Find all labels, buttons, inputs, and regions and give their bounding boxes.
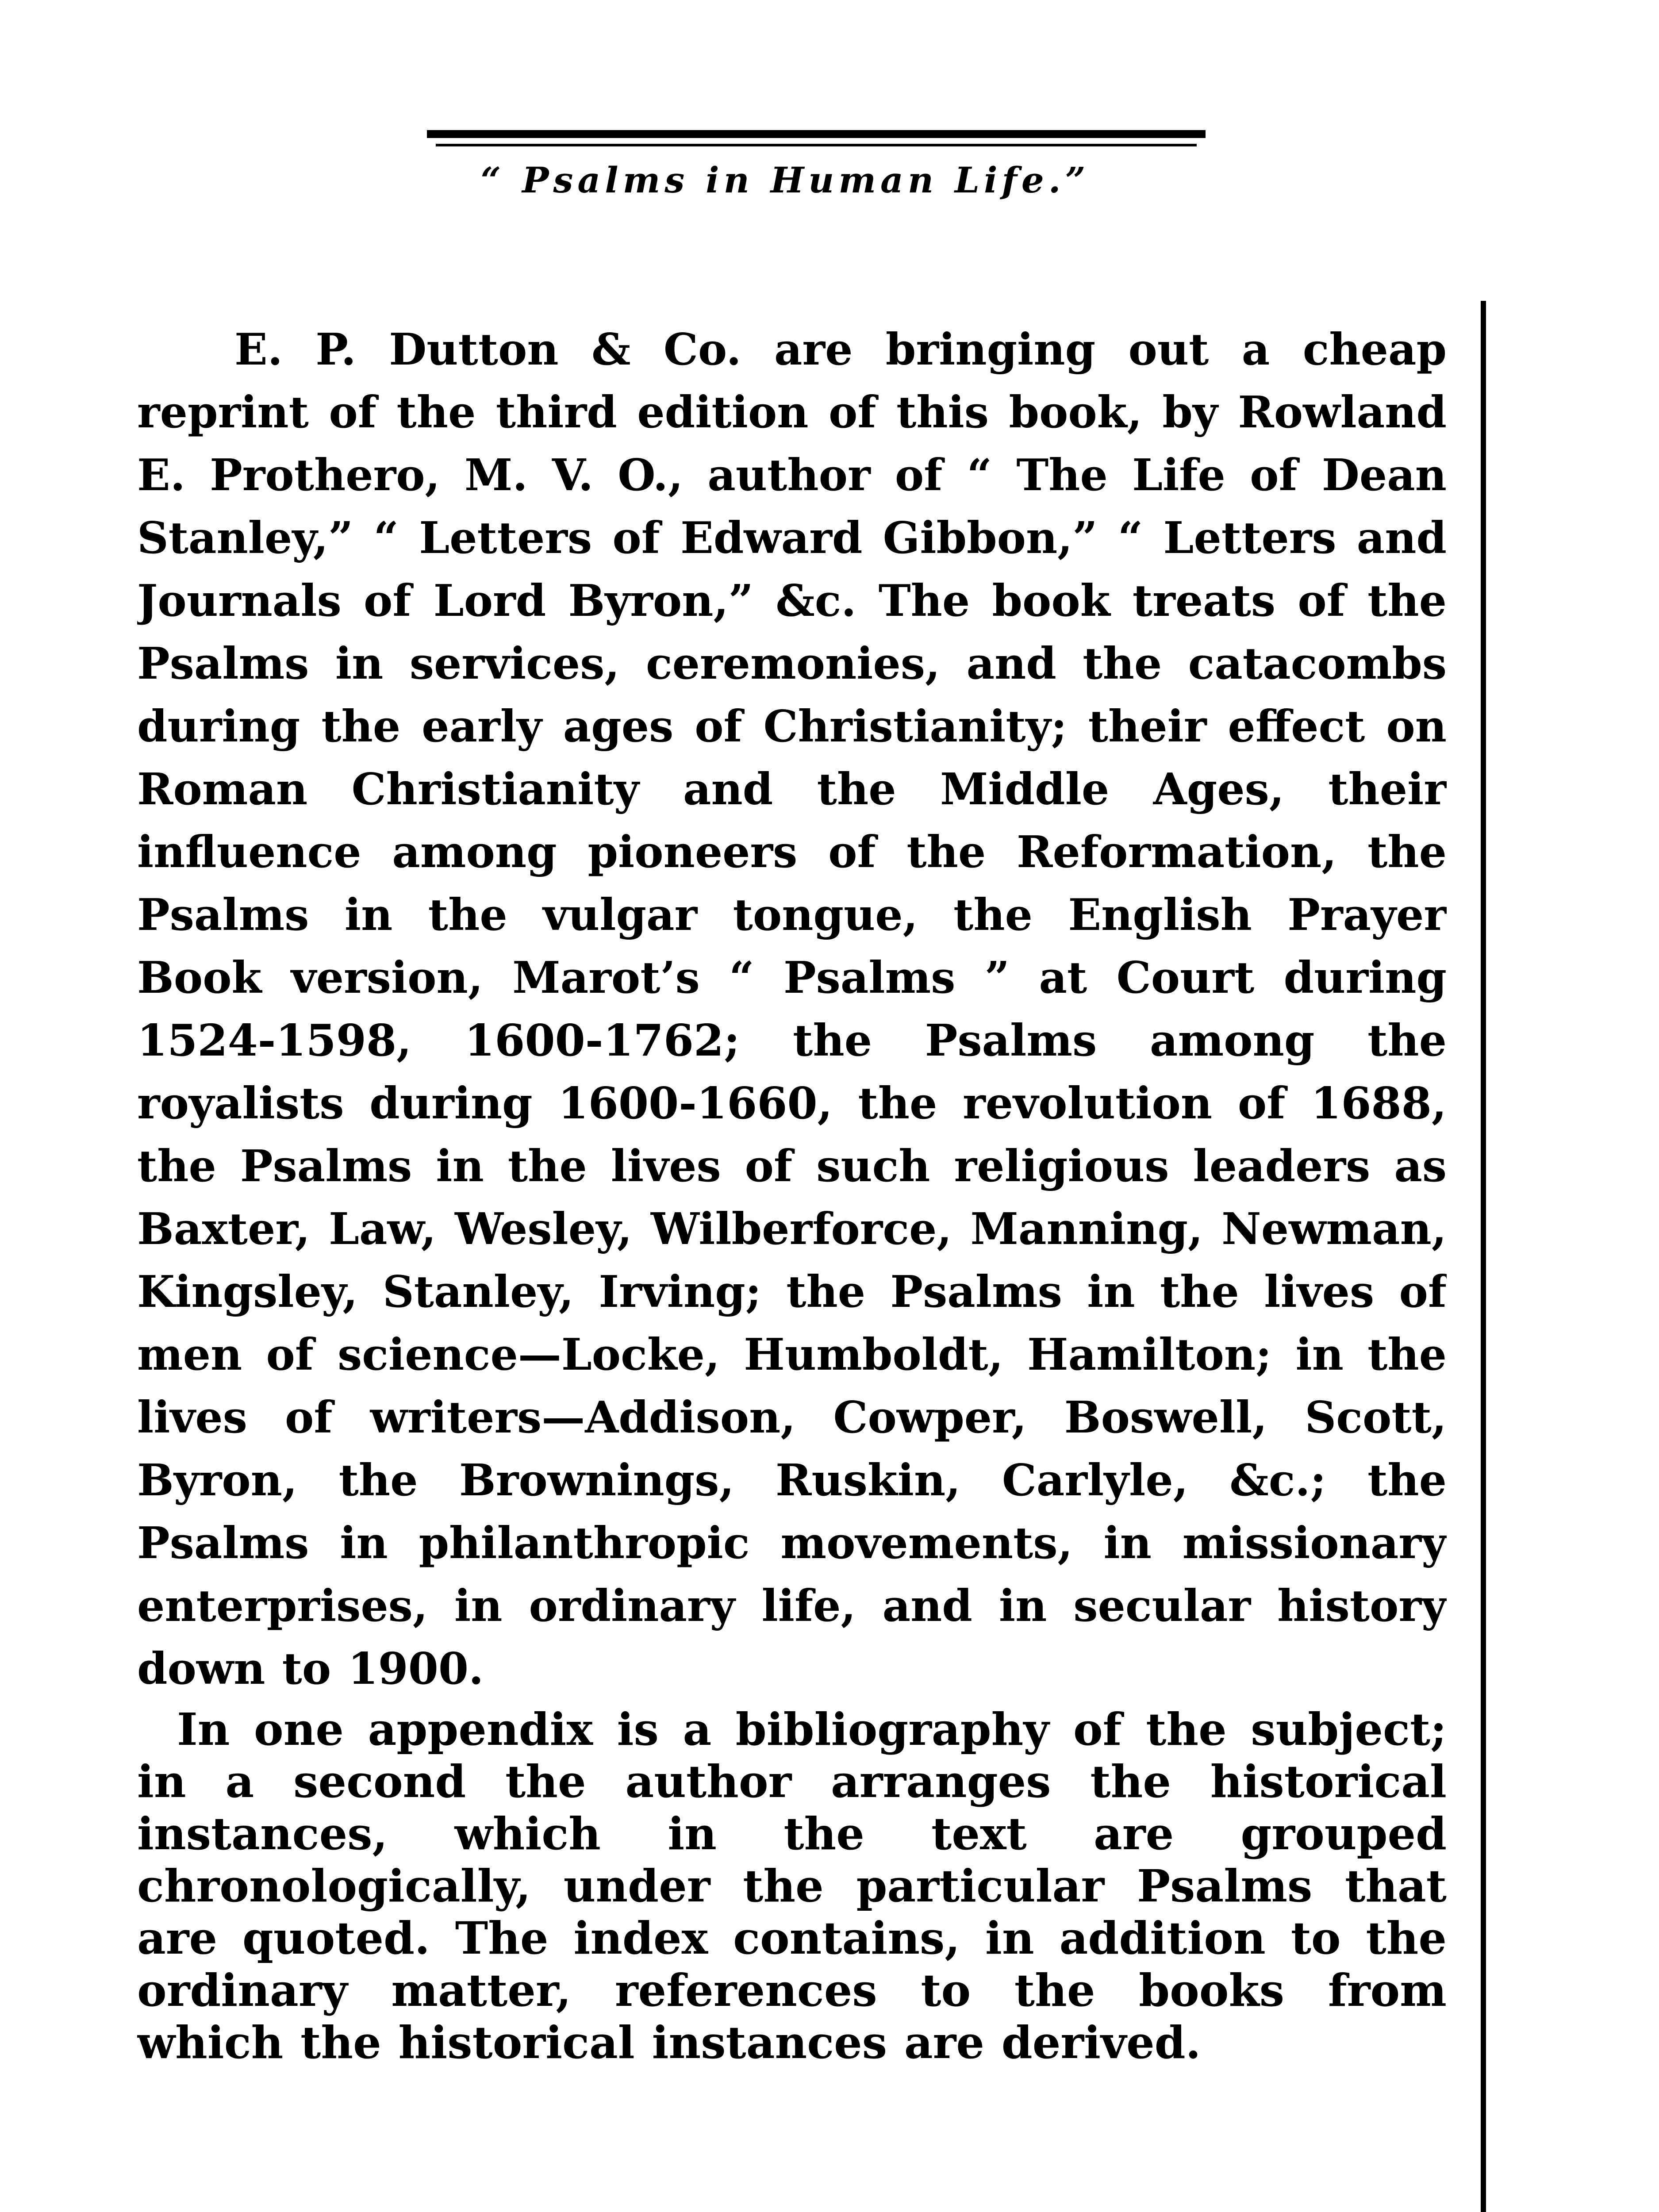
article-paragraph-1: E. P. Dutton & Co. are bringing out a cheap reprint of the third edition of this book, by Rowland E. Prothero, M. V. O., author of “ The Life of Dean Stanley,” “ Letters of Edward Gibbon,” “ Letters and Journals of Lord Byron,” &c. The book treats of the Psalms in services, ceremonies, and the catacombs during the early ages of Christianity; their effect on Roman Christianity and the Middle Ages, their influence among pioneers of the Reformation, the Psalms in the vulgar tongue, the English Prayer Book version, Marot’s “ Psalms ” at Court during 1524-1598, 1600-1762; the Psalms among the royalists during 1600-1660, the revolution of 1688, the Psalms in the lives of such religious leaders as Baxter, Law, Wesley, Wilberforce, Manning, Newman, Kingsley, Stanley, Irving; the Psalms in the lives of men of science—Locke, Humboldt, Hamilton; in the lives of writers—Addison, Cowper, Boswell, Scott, Byron, the Brownings, Ruskin, Carlyle, &c.; the Psalms in philanthropic movements, in missionary enterprises, in ordinary life, and in secular history down to 1900. bbox=[137, 324, 1447, 1694]
top-rule-thin bbox=[436, 144, 1197, 146]
top-rule bbox=[427, 130, 1206, 138]
article-paragraph-2: In one appendix is a bibliography of the subject; in a second the author arranges the historical instances, which in the text are grouped chronologically, under the particular Psalms that are quoted. The index contains, in addition to the ordinary matter, references to the books from which the historical instances are derived. bbox=[137, 1703, 1447, 2069]
article-headline: “ Psalms in Human Life.” bbox=[480, 159, 1090, 201]
article-body bbox=[137, 319, 1447, 2212]
column-rule bbox=[1481, 301, 1486, 2212]
